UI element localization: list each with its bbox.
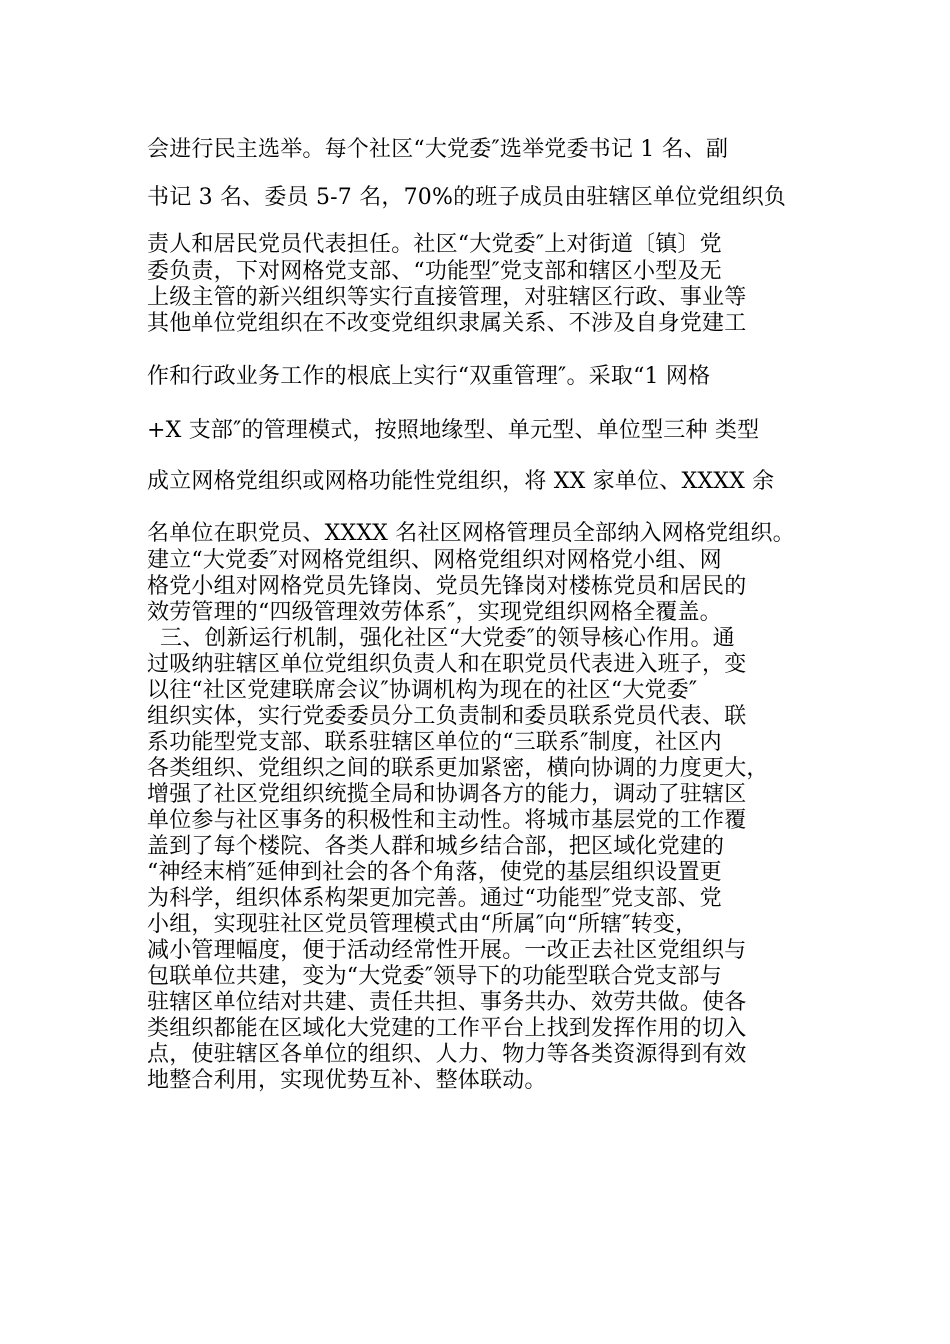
text-line: 效劳管理的“四级管理效劳体系″，实现党组织网格全覆盖。 [147, 600, 722, 625]
text-line: +X 支部″的管理模式，按照地缘型、单元型、单位型三种 类型 [147, 418, 760, 443]
text-line: 以往“社区党建联席会议″协调机构为现在的社区“大党委″ [147, 678, 698, 703]
text-line: 建立“大党委″对网格党组织、网格党组织对网格党小组、网 [147, 548, 722, 573]
text-line: “神经末梢″延伸到社会的各个角落，使党的基层组织设置更 [147, 860, 722, 885]
text-line: 成立网格党组织或网格功能性党组织，将 XX 家单位、XXXX 余 [147, 469, 775, 494]
text-line: 名单位在职党员、XXXX 名社区网格管理员全部纳入网格党组织。 [147, 521, 795, 546]
text-line: 盖到了每个楼院、各类人群和城乡结合部，把区域化党建的 [147, 834, 725, 859]
text-line: 小组，实现驻社区党员管理模式由“所属″向“所辖″转变， [147, 912, 698, 937]
text-line: 责人和居民党员代表担任。社区“大党委″上对街道〔镇〕党 [147, 232, 722, 257]
text-line: 委负责，下对网格党支部、“功能型″党支部和辖区小型及无 [147, 259, 722, 284]
section-heading-line: 三、创新运行机制，强化社区“大党委″的领导核心作用。通 [160, 626, 735, 651]
text-line: 驻辖区单位结对共建、责任共担、事务共办、效劳共做。使各 [147, 990, 747, 1015]
text-line: 单位参与社区事务的积极性和主动性。将城市基层党的工作覆 [147, 808, 747, 833]
text-line: 包联单位共建，变为“大党委″领导下的功能型联合党支部与 [147, 964, 722, 989]
text-line: 书记 3 名、委员 5-7 名，70%的班子成员由驻辖区单位党组织负 [147, 185, 787, 210]
text-line: 类组织都能在区域化大党建的工作平台上找到发挥作用的切入 [147, 1016, 747, 1041]
text-line: 作和行政业务工作的根底上实行“双重管理″。采取“1 网格 [147, 364, 711, 389]
text-line: 过吸纳驻辖区单位党组织负责人和在职党员代表进入班子，变 [147, 652, 747, 677]
text-line: 为科学，组织体系构架更加完善。通过“功能型″党支部、党 [147, 886, 722, 911]
text-line: 点，使驻辖区各单位的组织、人力、物力等各类资源得到有效 [147, 1042, 747, 1067]
text-line: 其他单位党组织在不改变党组织隶属关系、不涉及自身党建工 [147, 311, 747, 336]
text-line: 减小管理幅度，便于活动经常性开展。一改正去社区党组织与 [147, 938, 747, 963]
text-line: 格党小组对网格党员先锋岗、党员先锋岗对楼栋党员和居民的 [147, 574, 747, 599]
text-line: 会进行民主选举。每个社区“大党委″选举党委书记 1 名、副 [147, 137, 729, 162]
text-line: 地整合利用，实现优势互补、整体联动。 [147, 1068, 547, 1093]
text-line: 组织实体，实行党委委员分工负责制和委员联系党员代表、联 [147, 704, 747, 729]
text-line: 各类组织、党组织之间的联系更加紧密，横向协调的力度更大， [147, 756, 769, 781]
text-line: 系功能型党支部、联系驻辖区单位的“三联系″制度，社区内 [147, 730, 722, 755]
text-line: 上级主管的新兴组织等实行直接管理，对驻辖区行政、事业等 [147, 285, 747, 310]
text-line: 增强了社区党组织统揽全局和协调各方的能力，调动了驻辖区 [147, 782, 747, 807]
